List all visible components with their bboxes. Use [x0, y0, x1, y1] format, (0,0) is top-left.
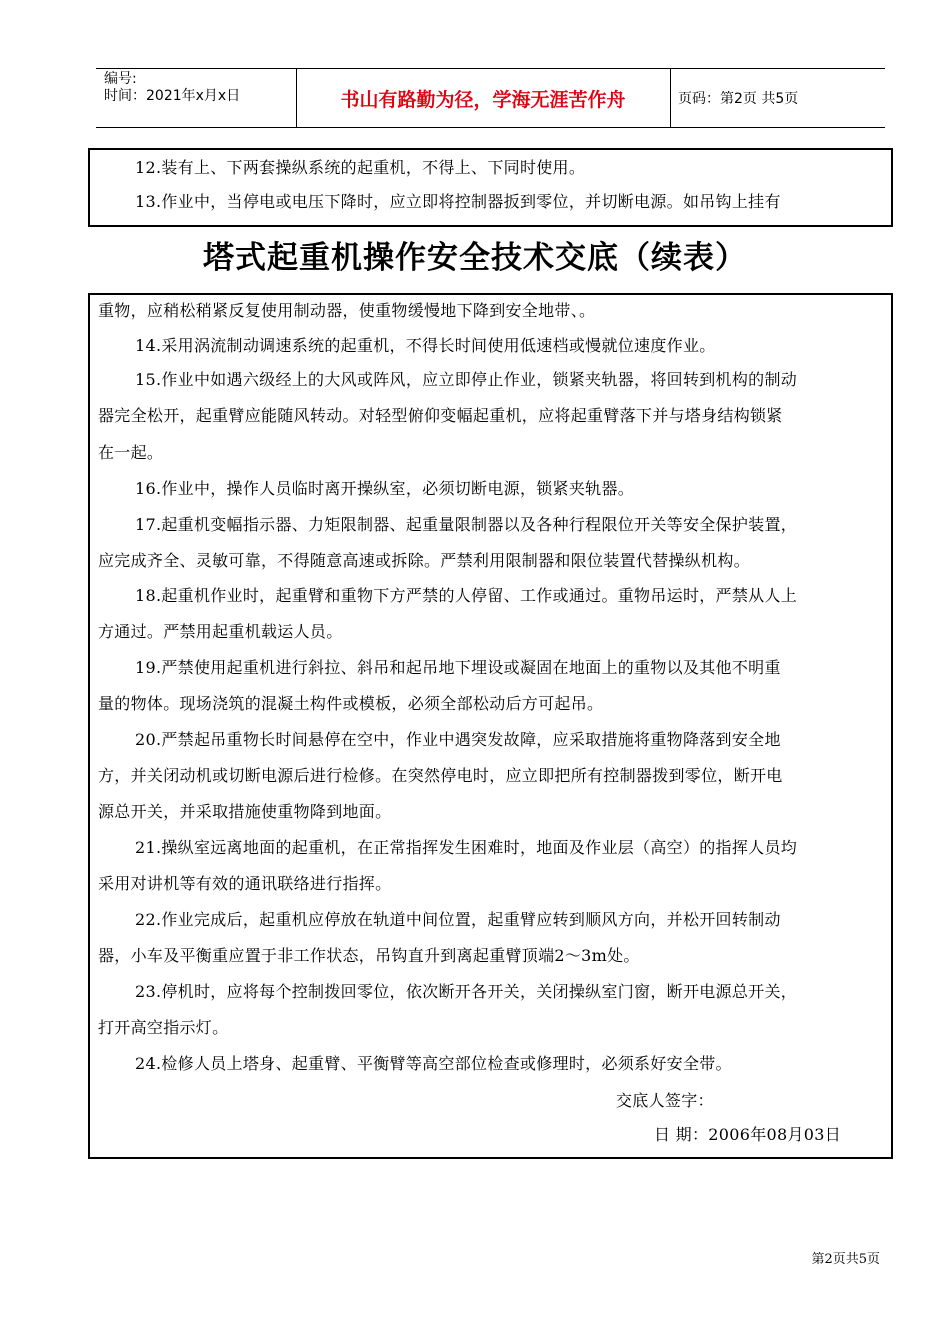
- paragraph-line: 12.装有上、下两套操纵系统的起重机，不得上、下同时使用。: [135, 158, 586, 177]
- header-motto: 书山有路勤为径，学海无涯苦作舟: [340, 88, 626, 111]
- time-label: 时间：2021年x月x日: [104, 88, 241, 104]
- paragraph-line: 打开高空指示灯。: [98, 1018, 229, 1037]
- date-line: 日 期：2006年08月03日: [654, 1125, 842, 1144]
- paragraph-line: 14.采用涡流制动调速系统的起重机，不得长时间使用低速档或慢就位速度作业。: [135, 336, 716, 355]
- paragraph-line: 在一起。: [98, 443, 164, 462]
- paragraph-line: 23.停机时，应将每个控制拨回零位，依次断开各开关，关闭操纵室门窗，断开电源总开关，: [135, 982, 798, 1001]
- paragraph-line: 器，小车及平衡重应置于非工作状态，吊钩直升到离起重臂顶端2～3m处。: [98, 946, 640, 965]
- paragraph-line: 24.检修人员上塔身、起重臂、平衡臂等高空部位检查或修理时，必须系好安全带。: [135, 1054, 732, 1073]
- paragraph-line: 器完全松开，起重臂应能随风转动。对轻型俯仰变幅起重机，应将起重臂落下并与塔身结构锁紧: [98, 406, 783, 425]
- paragraph-line: 21.操纵室远离地面的起重机，在正常指挥发生困难时，地面及作业层（高空）的指挥人员均: [135, 838, 798, 857]
- paragraph-line: 方通过。严禁用起重机载运人员。: [98, 622, 343, 641]
- paragraph-line: 采用对讲机等有效的通讯联络进行指挥。: [98, 874, 392, 893]
- paragraph-line: 19.严禁使用起重机进行斜拉、斜吊和起吊地下埋设或凝固在地面上的重物以及其他不明重: [135, 658, 781, 677]
- paragraph-line: 17.起重机变幅指示器、力矩限制器、起重量限制器以及各种行程限位开关等安全保护装置，: [135, 515, 798, 534]
- paragraph-line: 18.起重机作业时，起重臂和重物下方严禁的人停留、工作或通过。重物吊运时，严禁从人上: [135, 586, 798, 605]
- page-footer: 第2页共5页: [811, 1252, 880, 1267]
- paragraph-line: 13.作业中，当停电或电压下降时，应立即将控制器扳到零位，并切断电源。如吊钩上挂有: [135, 192, 781, 211]
- code-label: 编号:: [104, 71, 137, 87]
- document-title: 塔式起重机操作安全技术交底（续表）: [203, 240, 747, 276]
- paragraph-line: 重物，应稍松稍紧反复使用制动器，使重物缓慢地下降到安全地带、。: [98, 301, 596, 320]
- paragraph-line: 15.作业中如遇六级经上的大风或阵风，应立即停止作业，锁紧夹轨器，将回转到机构的制动: [135, 370, 798, 389]
- paragraph-line: 20.严禁起吊重物长时间悬停在空中，作业中遇突发故障，应采取措施将重物降落到安全地: [135, 730, 781, 749]
- paragraph-line: 量的物体。现场浇筑的混凝土构件或模板，必须全部松动后方可起吊。: [98, 694, 604, 713]
- header-page-info: 页码：第2页 共5页: [678, 91, 799, 107]
- paragraph-line: 应完成齐全、灵敏可靠，不得随意高速或拆除。严禁利用限制器和限位装置代替操纵机构。: [98, 551, 751, 570]
- page-header: [96, 68, 885, 128]
- signer-label: 交底人签字：: [616, 1091, 714, 1110]
- header-meta: [104, 71, 240, 105]
- paragraph-line: 22.作业完成后，起重机应停放在轨道中间位置，起重臂应转到顺风方向，并松开回转制动: [135, 910, 781, 929]
- header-divider: [670, 69, 671, 127]
- paragraph-line: 源总开关，并采取措施使重物降到地面。: [98, 802, 392, 821]
- paragraph-line: 16.作业中，操作人员临时离开操纵室，必须切断电源，锁紧夹轨器。: [135, 479, 635, 498]
- paragraph-line: 方，并关闭动机或切断电源后进行检修。在突然停电时，应立即把所有控制器拨到零位，断开电: [98, 766, 783, 785]
